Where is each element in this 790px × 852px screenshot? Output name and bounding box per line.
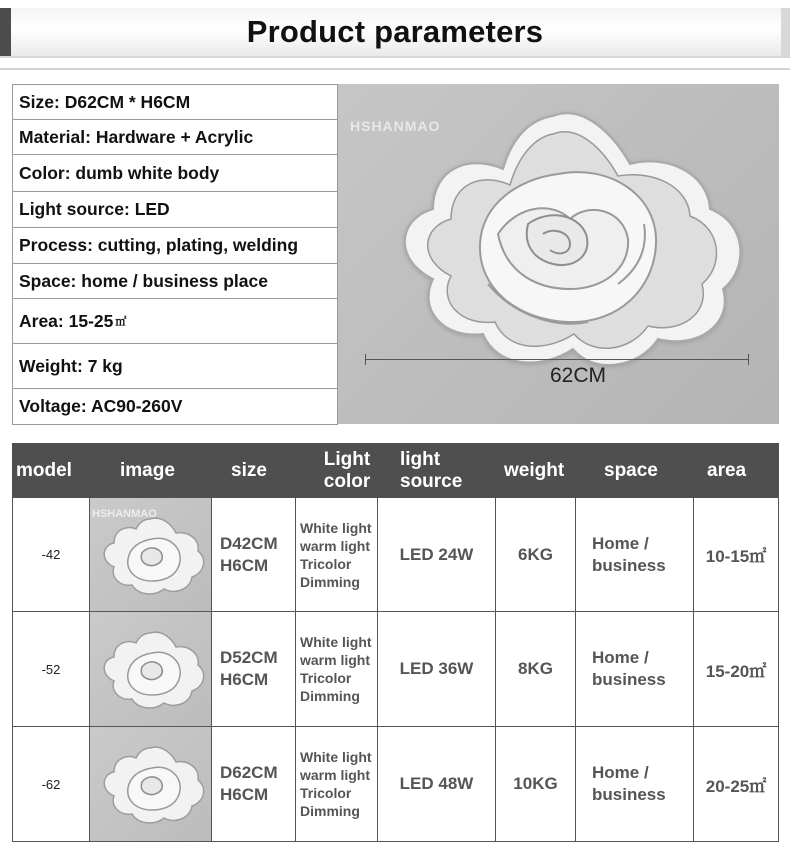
rose-lamp-thumbnail [92, 619, 210, 719]
table-row [12, 612, 779, 727]
spec-row [13, 228, 337, 264]
cell-space: Home / business [576, 612, 694, 726]
spec-text: Weight: 7 kg [19, 355, 123, 376]
cell-size: D42CM H6CM [212, 498, 296, 611]
header-banner [0, 8, 790, 58]
col-header-weight: weight [504, 459, 565, 481]
col-header-size: size [231, 459, 267, 481]
spec-text: Color: dumb white body [19, 162, 220, 183]
cell-area: 15-20㎡ [694, 612, 779, 726]
cell-model: -42 [12, 498, 90, 611]
cell-model: -52 [12, 612, 90, 726]
model-table [12, 443, 779, 842]
cell-image [90, 727, 212, 841]
cell-light-source: LED 36W [378, 612, 496, 726]
spec-text: Material: Hardware + Acrylic [19, 126, 254, 147]
spec-text: Area: 15-25 [19, 310, 114, 331]
image-watermark: HSHANMAO [92, 508, 157, 520]
table-row [12, 498, 779, 612]
spec-list [12, 84, 338, 425]
spec-row [13, 389, 337, 425]
spec-row [13, 264, 337, 299]
col-header-area: area [707, 459, 747, 481]
col-header-light-color: Light color [323, 448, 371, 492]
spec-text: Voltage: AC90-260V [19, 396, 183, 416]
col-header-light-source: light source [400, 448, 463, 492]
spec-row [13, 120, 337, 155]
cell-light-color: White light warm light Tricolor Dimming [296, 612, 378, 726]
cell-weight: 8KG [496, 612, 576, 726]
spec-row [13, 155, 337, 192]
cell-space: Home / business [576, 498, 694, 611]
col-header-space: space [604, 459, 658, 481]
cell-model: -62 [12, 727, 90, 841]
spec-row [13, 344, 337, 389]
cell-size: D62CM H6CM [212, 727, 296, 841]
col-header-model: model [16, 459, 72, 481]
cell-image [90, 498, 212, 611]
rose-lamp-thumbnail [92, 734, 210, 834]
table-row [12, 727, 779, 842]
spec-text: Space: home / business place [19, 270, 268, 291]
cell-light-color: White light warm light Tricolor Dimming [296, 498, 378, 611]
table-header [12, 443, 779, 498]
cell-size: D52CM H6CM [212, 612, 296, 726]
cell-weight: 6KG [496, 498, 576, 611]
spec-text: Size: D62CM * H6CM [19, 91, 191, 112]
product-photo [338, 84, 779, 424]
divider [0, 68, 790, 70]
spec-row [13, 85, 337, 120]
cell-weight: 10KG [496, 727, 576, 841]
cell-light-source: LED 24W [378, 498, 496, 611]
cell-light-color: White light warm light Tricolor Dimming [296, 727, 378, 841]
spec-text: Process: cutting, plating, welding [19, 235, 299, 255]
cell-space: Home / business [576, 727, 694, 841]
page-title: Product parameters [246, 14, 544, 49]
cell-area: 10-15㎡ [694, 498, 779, 611]
spec-text: Light source: LED [19, 199, 170, 219]
col-header-image: image [120, 459, 175, 481]
cell-area: 20-25㎡ [694, 727, 779, 841]
dimension-label: 62CM [549, 364, 607, 387]
spec-row [13, 299, 337, 344]
cell-light-source: LED 48W [378, 727, 496, 841]
spec-row [13, 192, 337, 228]
photo-watermark: HSHANMAO [350, 118, 441, 134]
cell-image [90, 612, 212, 726]
spec-unit: ㎡ [115, 316, 127, 328]
dimension-line [365, 359, 749, 360]
